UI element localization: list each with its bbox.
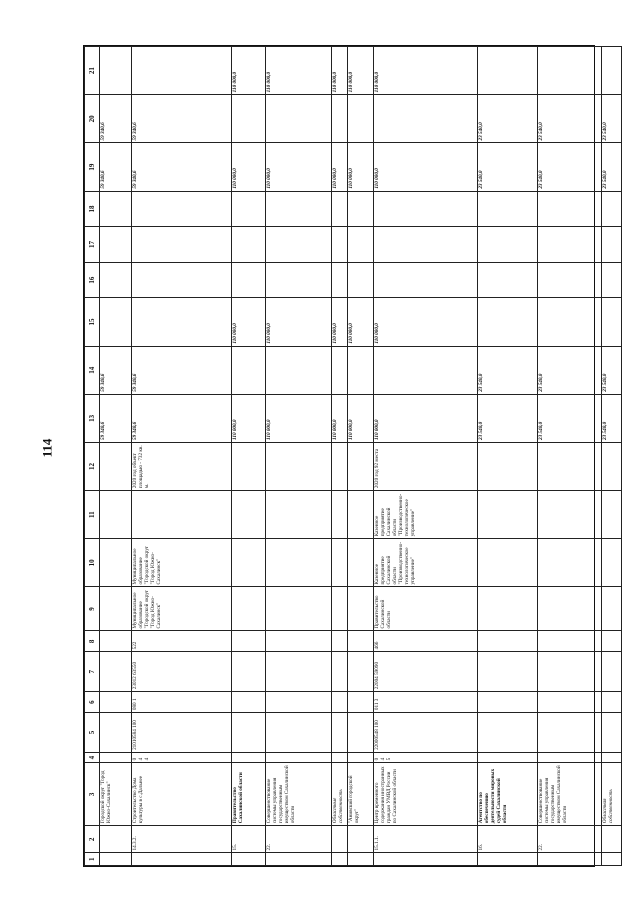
cell-col-8	[332, 631, 348, 652]
cell-col-9	[348, 587, 374, 631]
cell-col-20: 23 540,0	[478, 95, 538, 143]
cell-col-4	[478, 752, 538, 762]
cell-col-8	[266, 631, 332, 652]
cell-col-4: 0 4 5	[374, 752, 478, 762]
cell-col-14	[348, 346, 374, 394]
cell-col-7	[232, 652, 266, 692]
column-number-10: 10	[85, 539, 100, 587]
cell-col-15: 110 000,0	[374, 298, 478, 346]
cell-col-19: 110 000,0	[348, 143, 374, 191]
cell-col-4	[348, 752, 374, 762]
cell-col-20: 23 540,0	[538, 95, 602, 143]
cell-col-9	[266, 587, 332, 631]
cell-col-4	[332, 752, 348, 762]
cell-col-18	[232, 191, 266, 227]
cell-col-3: Строительство Дома культуры в с.Дальнее	[132, 763, 232, 826]
cell-col-14: 23 540,0	[538, 346, 602, 394]
cell-col-17	[232, 227, 266, 263]
cell-col-20: 59 340,6	[100, 95, 132, 143]
cell-col-16	[132, 262, 232, 298]
cell-col-18	[374, 191, 478, 227]
cell-col-9: Муниципальное образование "Городской округ "Город Южно-Сахалинск"	[132, 587, 232, 631]
cell-col-5	[538, 713, 602, 753]
column-number-8: 8	[85, 631, 100, 652]
column-number-14: 14	[85, 346, 100, 394]
cell-col-11	[232, 491, 266, 539]
cell-col-14	[332, 346, 348, 394]
cell-col-10	[602, 539, 622, 587]
column-number-21: 21	[85, 47, 100, 95]
cell-col-17	[100, 227, 132, 263]
rotated-table-container	[84, 46, 614, 866]
cell-col-21: 110 000,0	[348, 47, 374, 95]
cell-col-13: 59 340,6	[132, 394, 232, 442]
cell-col-20: 59 340,6	[132, 95, 232, 143]
cell-col-8: 522	[132, 631, 232, 652]
cell-col-10	[478, 539, 538, 587]
cell-col-7	[332, 652, 348, 692]
cell-col-15: 110 000,0	[348, 298, 374, 346]
cell-col-5	[602, 713, 622, 753]
cell-col-16	[332, 262, 348, 298]
cell-col-16	[348, 262, 374, 298]
cell-col-1	[538, 853, 602, 866]
cell-col-16	[100, 262, 132, 298]
cell-col-8	[100, 631, 132, 652]
cell-col-5: 22000548 100	[374, 713, 478, 753]
cell-col-10: Казенное предприятие Сахалинской области "Производственно-технологическое управление"	[374, 539, 478, 587]
column-number-19: 19	[85, 143, 100, 191]
column-number-1: 1	[85, 853, 100, 866]
cell-col-21	[478, 47, 538, 95]
cell-col-14: 23 540,0	[602, 346, 622, 394]
cell-col-3: Совершенствование системы управления государственным имуществом Сахалинской области	[538, 763, 602, 826]
cell-col-11	[266, 491, 332, 539]
cell-col-6: 080 1	[132, 692, 232, 713]
budget-table	[84, 46, 622, 866]
cell-col-12	[332, 442, 348, 490]
cell-col-13: 59 340,6	[100, 394, 132, 442]
cell-col-6	[538, 692, 602, 713]
cell-col-6	[266, 692, 332, 713]
cell-col-5	[332, 713, 348, 753]
page-number: 114	[39, 438, 55, 458]
cell-col-17	[266, 227, 332, 263]
table-row	[348, 47, 374, 866]
cell-col-8	[478, 631, 538, 652]
table-row	[538, 47, 602, 866]
cell-col-18	[602, 191, 622, 227]
cell-col-7	[538, 652, 602, 692]
cell-col-20	[266, 95, 332, 143]
column-number-15: 15	[85, 298, 100, 346]
table-row	[374, 47, 478, 866]
column-number-2: 2	[85, 826, 100, 853]
column-number-11: 11	[85, 491, 100, 539]
cell-col-3: Совершенствование системы управления государственным имуществом Сахалинской области	[266, 763, 332, 826]
cell-col-2: 15.1.1.	[374, 826, 478, 853]
cell-col-11	[132, 491, 232, 539]
table-row	[132, 47, 232, 866]
cell-col-12	[266, 442, 332, 490]
cell-col-1	[348, 853, 374, 866]
cell-col-11	[100, 491, 132, 539]
cell-col-1	[266, 853, 332, 866]
cell-col-2	[100, 826, 132, 853]
cell-col-18	[538, 191, 602, 227]
cell-col-3: "Анивский городской округ"	[348, 763, 374, 826]
cell-col-9	[478, 587, 538, 631]
cell-col-8: 466	[374, 631, 478, 652]
cell-col-9	[538, 587, 602, 631]
cell-col-2: 16.	[478, 826, 538, 853]
column-number-5: 5	[85, 713, 100, 753]
cell-col-6	[602, 692, 622, 713]
cell-col-19: 110 000,0	[232, 143, 266, 191]
column-number-16: 16	[85, 262, 100, 298]
cell-col-19: 59 340,6	[132, 143, 232, 191]
cell-col-1	[100, 853, 132, 866]
cell-col-12	[100, 442, 132, 490]
cell-col-20	[232, 95, 266, 143]
cell-col-17	[602, 227, 622, 263]
cell-col-1	[602, 853, 622, 866]
cell-col-12: 2020 год 92 места	[374, 442, 478, 490]
column-number-9: 9	[85, 587, 100, 631]
cell-col-17	[478, 227, 538, 263]
cell-col-11	[332, 491, 348, 539]
cell-col-7	[348, 652, 374, 692]
cell-col-10	[332, 539, 348, 587]
cell-col-2: 15.	[232, 826, 266, 853]
cell-col-17	[132, 227, 232, 263]
cell-col-18	[132, 191, 232, 227]
table-row	[602, 47, 622, 866]
cell-col-14: 59 340,6	[132, 346, 232, 394]
cell-col-19: 110 000,0	[374, 143, 478, 191]
cell-col-7: 22004 59090	[374, 652, 478, 692]
cell-col-14	[374, 346, 478, 394]
column-number-3: 3	[85, 763, 100, 826]
column-number-13: 13	[85, 394, 100, 442]
cell-col-5	[478, 713, 538, 753]
table-row	[100, 47, 132, 866]
cell-col-13: 110 000,0	[266, 394, 332, 442]
cell-col-11	[478, 491, 538, 539]
cell-col-7	[602, 652, 622, 692]
cell-col-1	[232, 853, 266, 866]
cell-col-18	[332, 191, 348, 227]
cell-col-5	[266, 713, 332, 753]
cell-col-4: 0 4 4	[132, 752, 232, 762]
cell-col-1	[478, 853, 538, 866]
cell-col-19: 59 340,6	[100, 143, 132, 191]
cell-col-10: Муниципальное образование "Городской округ "Город Южно-Сахалинск"	[132, 539, 232, 587]
cell-col-16	[266, 262, 332, 298]
cell-col-21	[100, 47, 132, 95]
cell-col-21: 110 000,0	[266, 47, 332, 95]
cell-col-21: 110 000,0	[232, 47, 266, 95]
column-number-18: 18	[85, 191, 100, 227]
column-number-17: 17	[85, 227, 100, 263]
cell-col-4	[538, 752, 602, 762]
cell-col-17	[332, 227, 348, 263]
cell-col-1	[332, 853, 348, 866]
cell-col-6	[100, 692, 132, 713]
cell-col-4	[602, 752, 622, 762]
cell-col-21	[538, 47, 602, 95]
cell-col-5	[348, 713, 374, 753]
cell-col-7	[266, 652, 332, 692]
cell-col-9	[602, 587, 622, 631]
cell-col-11	[538, 491, 602, 539]
cell-col-2	[332, 826, 348, 853]
cell-col-9	[100, 587, 132, 631]
cell-col-10	[100, 539, 132, 587]
cell-col-8	[348, 631, 374, 652]
column-number-6: 6	[85, 692, 100, 713]
cell-col-13: 23 540,0	[602, 394, 622, 442]
cell-col-19: 23 540,0	[478, 143, 538, 191]
cell-col-9: Правительство Сахалинской области	[374, 587, 478, 631]
cell-col-18	[100, 191, 132, 227]
cell-col-21: 110 000,0	[332, 47, 348, 95]
cell-col-17	[374, 227, 478, 263]
cell-col-1	[132, 853, 232, 866]
cell-col-4	[232, 752, 266, 762]
cell-col-12	[348, 442, 374, 490]
cell-col-14: 23 540,0	[478, 346, 538, 394]
cell-col-3: Городской округ "Город Южно-Сахалинск"	[100, 763, 132, 826]
cell-col-16	[232, 262, 266, 298]
cell-col-7	[478, 652, 538, 692]
cell-col-15	[602, 298, 622, 346]
cell-col-10	[266, 539, 332, 587]
cell-col-7: 23012 63550	[132, 652, 232, 692]
cell-col-1	[374, 853, 478, 866]
cell-col-17	[348, 227, 374, 263]
cell-col-8	[602, 631, 622, 652]
cell-col-3: Агентство по обеспечению деятельности мировых судей Сахалинской области	[478, 763, 538, 826]
cell-col-15: 110 000,0	[332, 298, 348, 346]
cell-col-2: 14.3.2.	[132, 826, 232, 853]
cell-col-18	[478, 191, 538, 227]
cell-col-4	[266, 752, 332, 762]
column-number-4: 4	[85, 752, 100, 762]
cell-col-19: 110 000,0	[266, 143, 332, 191]
column-number-20: 20	[85, 95, 100, 143]
cell-col-14	[232, 346, 266, 394]
cell-col-16	[374, 262, 478, 298]
cell-col-12	[232, 442, 266, 490]
cell-col-9	[332, 587, 348, 631]
cell-col-19: 23 540,0	[538, 143, 602, 191]
cell-col-6	[232, 692, 266, 713]
cell-col-13: 23 540,0	[478, 394, 538, 442]
cell-col-19: 23 540,0	[602, 143, 622, 191]
cell-col-16	[602, 262, 622, 298]
cell-col-15	[478, 298, 538, 346]
cell-col-2	[602, 826, 622, 853]
cell-col-12	[478, 442, 538, 490]
cell-col-3: Областные собственность	[332, 763, 348, 826]
cell-col-2: 22.	[538, 826, 602, 853]
cell-col-15: 110 000,0	[232, 298, 266, 346]
cell-col-13: 110 000,0	[374, 394, 478, 442]
cell-col-15: 110 000,0	[266, 298, 332, 346]
cell-col-11: Казенное предприятие Сахалинской области "Производственно-технологическое управление"	[374, 491, 478, 539]
table-row	[478, 47, 538, 866]
table-row	[266, 47, 332, 866]
cell-col-14	[266, 346, 332, 394]
cell-col-4	[100, 752, 132, 762]
budget-table-frame	[83, 45, 614, 867]
cell-col-8	[538, 631, 602, 652]
cell-col-12	[538, 442, 602, 490]
cell-col-11	[348, 491, 374, 539]
cell-col-7	[100, 652, 132, 692]
cell-col-17	[538, 227, 602, 263]
cell-col-13: 23 540,0	[538, 394, 602, 442]
column-number-row	[85, 47, 100, 866]
cell-col-15	[538, 298, 602, 346]
cell-col-6	[478, 692, 538, 713]
cell-col-10	[538, 539, 602, 587]
cell-col-18	[348, 191, 374, 227]
cell-col-5	[100, 713, 132, 753]
cell-col-20	[348, 95, 374, 143]
cell-col-12	[602, 442, 622, 490]
cell-col-18	[266, 191, 332, 227]
cell-col-8	[232, 631, 266, 652]
cell-col-6	[348, 692, 374, 713]
cell-col-15	[132, 298, 232, 346]
cell-col-20	[332, 95, 348, 143]
cell-col-14: 59 340,6	[100, 346, 132, 394]
cell-col-19: 110 000,0	[332, 143, 348, 191]
cell-col-20	[374, 95, 478, 143]
cell-col-6: 011 3	[374, 692, 478, 713]
cell-col-2	[348, 826, 374, 853]
table-row	[232, 47, 266, 866]
cell-col-3: Областная собственность	[602, 763, 622, 826]
cell-col-13: 110 000,0	[348, 394, 374, 442]
cell-col-3: Правительство Сахалинской области	[232, 763, 266, 826]
cell-col-21	[602, 47, 622, 95]
cell-col-10	[232, 539, 266, 587]
column-number-7: 7	[85, 652, 100, 692]
cell-col-16	[478, 262, 538, 298]
cell-col-3: Центр временного содержания иностранных граждан УМВД России по Сахалинской области	[374, 763, 478, 826]
cell-col-13: 110 000,0	[232, 394, 266, 442]
cell-col-20: 23 540,0	[602, 95, 622, 143]
cell-col-15	[100, 298, 132, 346]
cell-col-16	[538, 262, 602, 298]
cell-col-21	[132, 47, 232, 95]
cell-col-10	[348, 539, 374, 587]
table-row	[332, 47, 348, 866]
cell-col-13: 110 000,0	[332, 394, 348, 442]
table-body	[100, 47, 622, 866]
cell-col-11	[602, 491, 622, 539]
cell-col-5	[232, 713, 266, 753]
cell-col-6	[332, 692, 348, 713]
cell-col-12: 2020 год объект площадью - 732 кв. м.	[132, 442, 232, 490]
cell-col-21: 110 000,0	[374, 47, 478, 95]
cell-col-9	[232, 587, 266, 631]
cell-col-5: 21010584 100	[132, 713, 232, 753]
cell-col-2: 22.	[266, 826, 332, 853]
column-number-12: 12	[85, 442, 100, 490]
